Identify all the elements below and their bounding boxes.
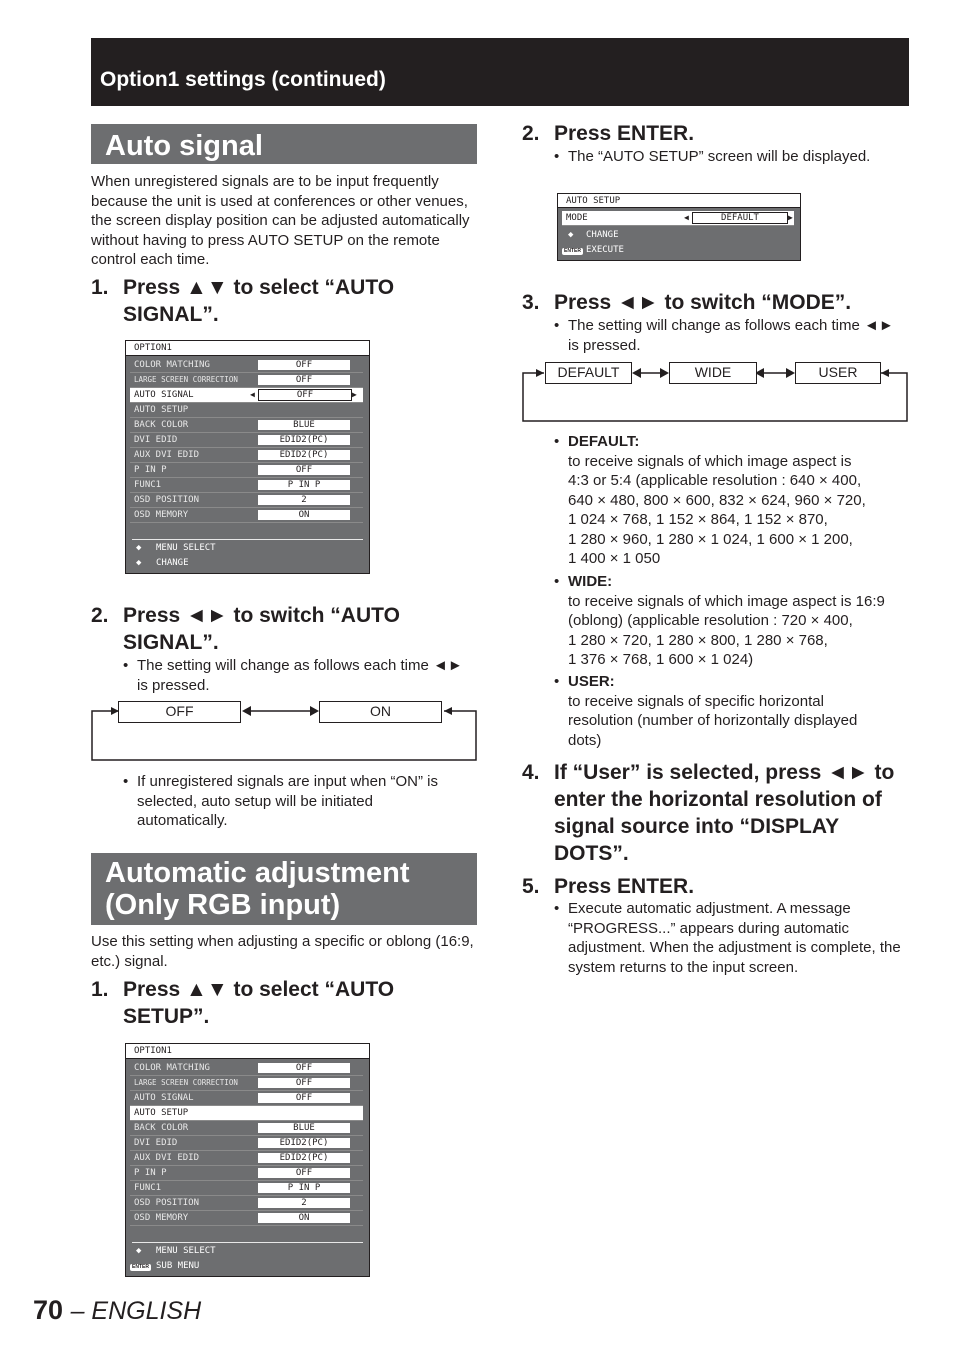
osd-help-change: CHANGE — [156, 558, 189, 568]
osd-title: OPTION1 — [126, 341, 369, 356]
mode-wide-title: WIDE: — [568, 573, 613, 590]
osd-row-value: OFF — [258, 375, 350, 385]
flow-box-wide: WIDE — [669, 362, 757, 384]
osd-row-value: EDID2(PC) — [258, 1138, 350, 1148]
osd-row-value: P IN P — [258, 1183, 350, 1193]
enter-badge: ENTER — [564, 248, 581, 254]
step-3-switch-mode — [522, 289, 908, 316]
osd-row-value: OFF — [258, 1063, 350, 1073]
page-number: 70 — [33, 1295, 64, 1325]
osd-row — [130, 493, 363, 508]
step-2-note — [123, 656, 473, 695]
osd-row-selected — [130, 388, 363, 403]
osd-footer-divider — [132, 539, 363, 540]
step-2-note — [554, 147, 908, 167]
enter-badge: ENTER — [132, 1264, 149, 1270]
osd-help-execute: EXECUTE — [586, 245, 624, 255]
heading-line: Automatic adjustment — [105, 857, 410, 889]
auto-adjust-intro: Use this setting when adjusting a specific or oblong (16:9, etc.) signal. — [91, 933, 474, 970]
bullet-dot: • — [554, 317, 560, 334]
text-line: dots) — [568, 731, 602, 749]
step-number: 2. — [91, 604, 109, 627]
osd-row-value: BLUE — [258, 1123, 350, 1133]
text-line: 4:3 or 5:4 (applicable resolution : 640 × 400, — [568, 472, 862, 489]
osd-row-label: COLOR MATCHING — [134, 1063, 210, 1073]
step-number: 2. — [522, 122, 540, 145]
bullet-dot: • — [554, 148, 560, 165]
osd-row — [130, 1181, 363, 1196]
mode-user-description — [554, 672, 910, 750]
section-heading-auto-adjust — [91, 853, 477, 925]
step-text: If “User” is selected, press ◄► to enter the horizontal resolution of signal source into “DISPLAY DOTS”. — [554, 761, 895, 865]
osd-row-label: OSD MEMORY — [134, 1213, 189, 1223]
osd-menu-option1-auto-setup — [125, 1043, 370, 1277]
osd-row — [130, 373, 363, 388]
note-text: The setting will change as follows each time ◄► is pressed. — [568, 317, 894, 354]
osd-row — [130, 403, 363, 418]
right-arrow-icon: ▶ — [788, 213, 793, 222]
step-2-press-enter — [522, 120, 908, 147]
osd-row-label: FUNC1 — [134, 1183, 162, 1193]
osd-menu-option1 — [125, 340, 370, 574]
text-line: to receive signals of which image aspect is — [568, 452, 852, 470]
osd-row — [130, 1076, 363, 1091]
osd-help-menu-select: MENU SELECT — [156, 543, 216, 553]
osd-help-menu-select: MENU SELECT — [156, 1246, 216, 1256]
osd-row-value: P IN P — [258, 480, 350, 490]
left-right-arrows-icon: ◆ — [568, 230, 574, 240]
step-text: Press ▲▼ to select “AUTO SETUP”. — [123, 978, 395, 1028]
osd-row-value: EDID2(PC) — [258, 1153, 350, 1163]
text-line: 640 × 480, 800 × 600, 832 × 624, 960 × 720, — [568, 491, 866, 509]
osd-row-label: AUX DVI EDID — [134, 450, 200, 460]
osd-row-value: 2 — [258, 1198, 350, 1208]
text-line: resolution (number of horizontally displayed — [568, 712, 858, 729]
bullet-dot: • — [554, 673, 560, 690]
osd-row-label: COLOR MATCHING — [134, 360, 210, 370]
osd-row — [130, 1136, 363, 1151]
footer-language: – ENGLISH — [70, 1297, 202, 1325]
text-line: to receive signals of specific horizontal — [568, 692, 824, 710]
osd-row-label: LARGE SCREEN CORRECTION — [134, 1078, 238, 1087]
osd-row-label: FUNC1 — [134, 480, 162, 490]
osd-row-label: P IN P — [134, 1168, 167, 1178]
osd-row-label: AUX DVI EDID — [134, 1153, 200, 1163]
osd-row-label: AUTO SIGNAL — [134, 390, 194, 400]
auto-signal-intro: When unregistered signals are to be input frequently because the unit is used at conferences or other venues, the screen display position can be adjusted automatically without having to press AUTO SETUP on the remote control each time. — [91, 173, 470, 268]
flow-box-default: DEFAULT — [545, 362, 632, 384]
auto-signal-note — [123, 772, 463, 831]
note-text: If unregistered signals are input when “ON” is selected, auto setup will be initiated automatically. — [137, 773, 438, 829]
step-1-auto-setup — [91, 976, 477, 1030]
osd-row — [130, 1166, 363, 1181]
header-title: Option1 settings (continued) — [100, 68, 386, 91]
text-line: 1 024 × 768, 1 152 × 864, 1 152 × 870, — [568, 511, 828, 528]
osd-row — [130, 418, 363, 433]
osd-row-label: BACK COLOR — [134, 1123, 189, 1133]
left-arrow-icon: ◀ — [684, 213, 689, 222]
bullet-dot: • — [123, 773, 129, 790]
step-4-user-dots — [522, 759, 912, 867]
step-1-auto-signal — [91, 274, 477, 328]
osd-row-label: BACK COLOR — [134, 420, 189, 430]
bullet-dot: • — [554, 900, 560, 917]
right-arrow-icon: ▶ — [352, 390, 357, 399]
osd-row — [130, 508, 363, 523]
osd-row-value: DEFAULT — [692, 212, 788, 224]
mode-default-description — [554, 432, 910, 569]
osd-row-value: EDID2(PC) — [258, 450, 350, 460]
up-down-arrows-icon: ◆ — [136, 543, 142, 553]
text-line: 1 400 × 1 050 — [568, 550, 661, 567]
page-footer — [33, 1295, 201, 1326]
step-text: Press ENTER. — [554, 122, 695, 145]
step-text: Press ◄► to switch “AUTO SIGNAL”. — [123, 604, 400, 654]
up-down-arrows-icon: ◆ — [136, 1246, 142, 1256]
osd-row — [130, 358, 363, 373]
osd-title: OPTION1 — [126, 1044, 369, 1059]
step-number: 1. — [91, 978, 109, 1001]
osd-row-label: AUTO SIGNAL — [134, 1093, 194, 1103]
mode-default-title: DEFAULT: — [568, 433, 640, 450]
step-text: Press ENTER. — [554, 875, 695, 898]
osd-row-mode — [562, 211, 794, 226]
osd-row-label: OSD POSITION — [134, 495, 200, 505]
osd-row-value: BLUE — [258, 420, 350, 430]
mode-user-title: USER: — [568, 673, 615, 690]
heading-line: (Only RGB input) — [105, 889, 341, 921]
osd-row — [130, 1061, 363, 1076]
osd-row-label: OSD POSITION — [134, 1198, 200, 1208]
osd-row — [130, 433, 363, 448]
osd-row-label: P IN P — [134, 465, 167, 475]
flow-box-off: OFF — [118, 701, 241, 723]
text-line: 1 280 × 960, 1 280 × 1 024, 1 600 × 1 200, — [568, 530, 853, 548]
osd-row — [130, 1121, 363, 1136]
osd-row — [130, 478, 363, 493]
osd-row-label: OSD MEMORY — [134, 510, 189, 520]
osd-row-value: ON — [258, 1213, 350, 1223]
step-number: 4. — [522, 761, 540, 784]
osd-row-value: 2 — [258, 495, 350, 505]
note-text: Execute automatic adjustment. A message “PROGRESS...” appears during automatic adjustment. When the adjustment is complete, the system returns to the input screen. — [568, 900, 901, 976]
osd-row — [130, 1211, 363, 1226]
text-line: 1 280 × 720, 1 280 × 800, 1 280 × 768, — [568, 631, 828, 649]
osd-row-value: OFF — [258, 1168, 350, 1178]
osd-row-label: LARGE SCREEN CORRECTION — [134, 375, 238, 384]
osd-row-label: AUTO SETUP — [134, 405, 189, 415]
osd-help-sub-menu: SUB MENU — [156, 1261, 200, 1271]
osd-row-value: EDID2(PC) — [258, 435, 350, 445]
mode-wide-description — [554, 572, 914, 670]
left-arrow-icon: ◀ — [250, 390, 255, 399]
osd-row-value: OFF — [258, 1078, 350, 1088]
left-right-arrows-icon: ◆ — [136, 558, 142, 568]
bullet-dot: • — [123, 657, 129, 674]
osd-row — [130, 463, 363, 478]
osd-row-value: OFF — [258, 389, 352, 401]
osd-auto-setup — [557, 193, 801, 261]
flow-box-user: USER — [795, 362, 881, 384]
osd-row — [130, 448, 363, 463]
section-heading-auto-signal: Auto signal — [91, 124, 477, 164]
flow-box-on: ON — [319, 701, 442, 723]
osd-help-change: CHANGE — [586, 230, 619, 240]
note-text: The setting will change as follows each time ◄► is pressed. — [137, 657, 463, 694]
osd-row-value: ON — [258, 510, 350, 520]
osd-row-label: AUTO SETUP — [134, 1108, 189, 1118]
osd-row-selected — [130, 1106, 363, 1121]
osd-footer-divider — [132, 1242, 363, 1243]
enter-icon — [562, 244, 583, 256]
osd-row-label: DVI EDID — [134, 1138, 178, 1148]
step-text: Press ▲▼ to select “AUTO SIGNAL”. — [123, 276, 395, 326]
text-line: 1 376 × 768, 1 600 × 1 024) — [568, 651, 754, 668]
bullet-dot: • — [554, 433, 560, 450]
step-3-note — [554, 316, 894, 355]
step-text: Press ◄► to switch “MODE”. — [554, 291, 852, 314]
step-number: 5. — [522, 875, 540, 898]
osd-row — [130, 1091, 363, 1106]
text-line: (oblong) (applicable resolution : 720 × 400, — [568, 612, 853, 629]
step-5-note — [554, 899, 904, 977]
step-number: 1. — [91, 276, 109, 299]
step-number: 3. — [522, 291, 540, 314]
text-line: to receive signals of which image aspect is 16:9 — [568, 592, 885, 610]
osd-row-value: OFF — [258, 465, 350, 475]
osd-row — [130, 1196, 363, 1211]
note-text: The “AUTO SETUP” screen will be displayed. — [568, 148, 871, 165]
step-5-press-enter — [522, 873, 908, 900]
step-2-auto-signal — [91, 602, 477, 656]
bullet-dot: • — [554, 573, 560, 590]
osd-row-label: DVI EDID — [134, 435, 178, 445]
osd-row-value: OFF — [258, 1093, 350, 1103]
osd-title: AUTO SETUP — [558, 194, 800, 208]
osd-row-label: MODE — [566, 213, 588, 223]
osd-row-value: OFF — [258, 360, 350, 370]
enter-icon — [130, 1260, 151, 1272]
osd-row — [130, 1151, 363, 1166]
